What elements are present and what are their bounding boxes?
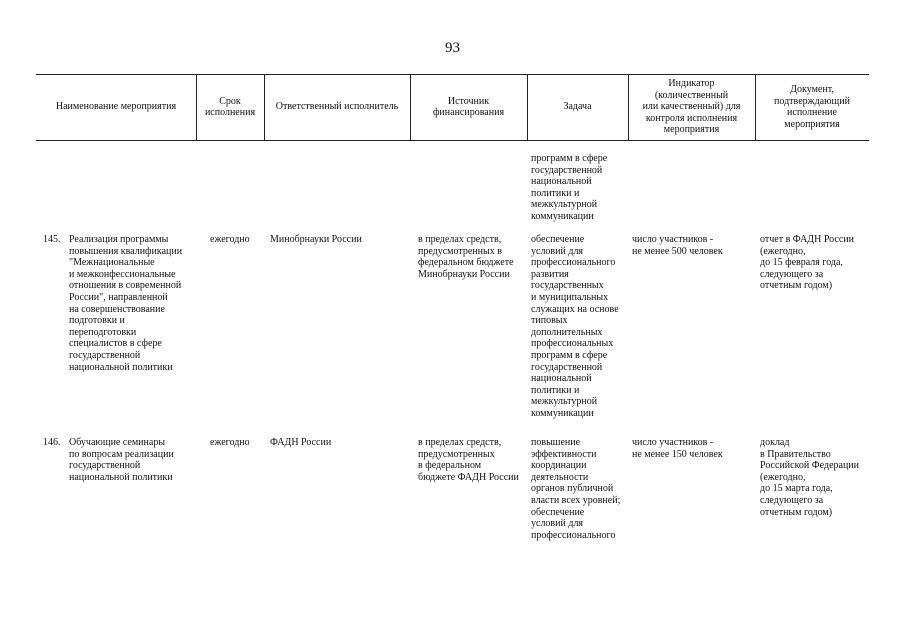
row-term: ежегодно [210, 234, 250, 245]
page-number: 93 [445, 40, 460, 56]
row-number: 145. [43, 234, 61, 245]
table-header-bottom-rule [36, 140, 869, 141]
header-indicator: Индикатор (количественный или качественный) для контроля исполнения мероприятия [642, 78, 741, 136]
row-term: ежегодно [210, 437, 250, 448]
row-task: обеспечение условий для профессионального развития государственных и муниципальных служащих на основе типовых дополнительных профессиональных программ в сфере государственной национальной политики и межкультурной коммуникации [531, 234, 619, 419]
header-term: Срок исполнения [204, 95, 256, 118]
header-funding: Источник финансирования [432, 95, 505, 118]
row-number: 146. [43, 437, 61, 448]
row-name: Обучающие семинары по вопросам реализации государственной национальной политики [69, 437, 174, 483]
header-name: Наименование мероприятия [55, 101, 177, 113]
header-task: Задача [563, 101, 592, 113]
row-indicator: число участников - не менее 150 человек [632, 437, 723, 460]
continuation-task: программ в сфере государственной национальной политики и межкультурной коммуникации [531, 153, 608, 222]
row-executor: ФАДН России [270, 437, 332, 448]
row-executor: Минобрнауки России [270, 234, 362, 245]
row-document: отчет в ФАДН России (ежегодно, до 15 февраля года, следующего за отчетным годом) [760, 234, 854, 292]
header-document: Документ, подтверждающий исполнение мероприятия [774, 84, 850, 130]
header-executor: Ответственный исполнитель [275, 101, 399, 113]
row-funding: в пределах средств, предусмотренных в федеральном бюджете ФАДН России [418, 437, 519, 483]
row-funding: в пределах средств, предусмотренных в федеральном бюджете Минобрнауки России [418, 234, 514, 280]
row-indicator: число участников - не менее 500 человек [632, 234, 723, 257]
row-name: Реализация программы повышения квалификации "Межнациональные и межконфессиональные отношения в современной России", направленной на совершенствование подготовки и переподготовки специалистов в сфере государственной национальной политики [69, 234, 183, 373]
row-document: доклад в Правительство Российской Федерации (ежегодно, до 15 марта года, следующего за отчетным годом) [760, 437, 860, 518]
row-task: повышение эффективности координации деятельности органов публичной власти всех уровней; обеспечение условий для профессионального [531, 437, 621, 541]
